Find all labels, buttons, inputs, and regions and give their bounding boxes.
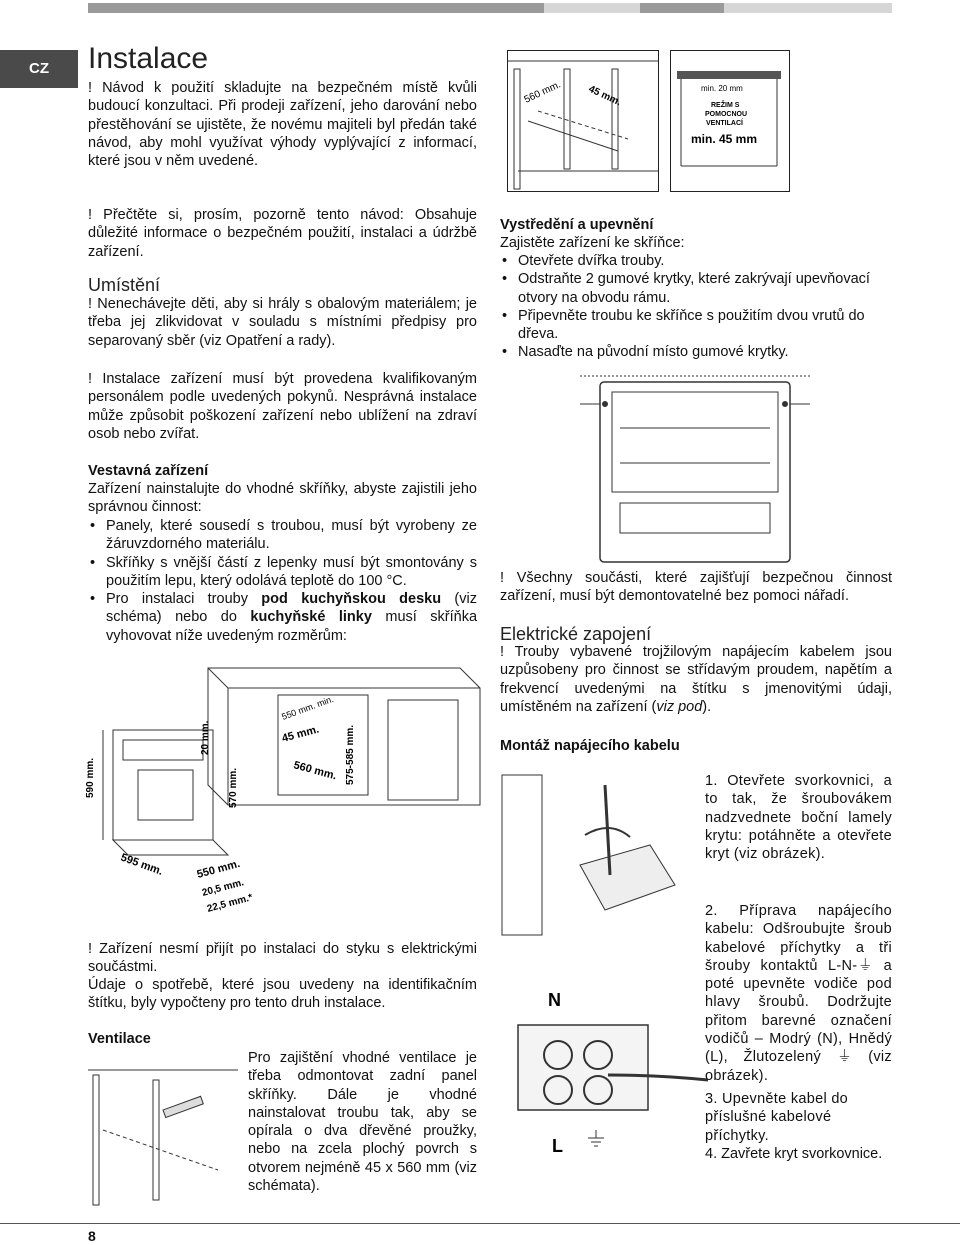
footer-line — [0, 1223, 960, 1224]
umisteni-paragraph-1: ! Nenechávejte děti, aby si hrály s obalovým materiálem; je třeba jej zlikvidovat v souladu s místními předpisy pro separovaný sběr (viz Opatření a rady). — [88, 296, 477, 349]
terminal-wiring-figure — [508, 980, 708, 1160]
elektricke-text-italic: viz pod — [656, 698, 703, 715]
elektricke-text-pre: ! Trouby vybavené trojžilovým napájecím kabelem jsou uzpůsobeny pro činnost se střídavým proudem, napětím a frekvencí uvedenými na štítku s jmenovitými údaji, umístěném na zařízení ( — [500, 644, 892, 715]
dim-590: 590 mm. — [85, 757, 96, 798]
montaz-step-2-c: (viz obrázek). — [705, 1049, 892, 1084]
ventilace-figure — [88, 1050, 238, 1210]
cabinet-drawing — [85, 660, 480, 920]
vent-mode-label-1: REŽIM S — [711, 102, 740, 109]
montaz-step-1: 1. Otevřete svorkovnici, a to tak, že šroubovákem nadzvednete boční lamely krytu: potáhněte a otevřete kryt (viz obrázek). — [705, 773, 892, 863]
parts-warning: ! Všechny součásti, které zajišťují bezpečnou činnost zařízení, musí být demontovatelné bez pomoci nářadí. — [500, 570, 892, 605]
oven-front-figure — [580, 368, 810, 568]
vent-mode-label-3: VENTILACÍ — [706, 120, 743, 127]
vestavna-item3-bold-1: pod kuchyňskou desku — [261, 591, 442, 608]
montaz-step-2 — [705, 902, 892, 1085]
oven-front-drawing — [580, 368, 810, 568]
centering-heading: Vystředění a upevnění — [500, 217, 654, 233]
elektricke-text-post: ). — [702, 698, 712, 715]
centering-item-3: • Připevněte troubu ke skříňce s použitím dvou vrutů do dřeva. — [500, 307, 900, 344]
vestavna-item-3 — [88, 590, 477, 645]
header-bar — [88, 3, 892, 13]
terminal-label-l: L — [552, 1136, 563, 1156]
vestavna-item3-pre: Pro instalaci trouby — [106, 591, 262, 608]
vestavna-item-2: • Skříňky s vnější částí z lepenky musí být smontovány s použitím lepu, který odolává teplotě do 100 °C. — [88, 554, 477, 591]
consumption-note: Údaje o spotřebě, které jsou uvedeny na identifikačním štítku, byly vypočteny pro tento druh instalace. — [88, 977, 477, 1012]
dim-22-5: 22,5 mm.* — [205, 892, 254, 915]
page-number: 8 — [88, 1228, 96, 1244]
read-instructions-paragraph: ! Přečtěte si, prosím, pozorně tento návod: Obsahuje důležité informace o bezpečném použití, instalaci a údržbě zařízení. — [88, 207, 477, 260]
centering-intro: Zajistěte zařízení ke skříňce: — [500, 235, 685, 251]
dim-575-585: 575-585 mm. — [345, 724, 356, 785]
umisteni-paragraph-2: ! Instalace zařízení musí být provedena kvalifikovaným personálem podle uvedených pokynů. Nesprávná instalace může způsobit poškození zařízení nebo ublížení na zdraví osob nebo zvířat. — [88, 371, 477, 442]
umisteni-heading: Umístění — [88, 275, 161, 295]
dim-595: 595 mm. — [118, 851, 165, 878]
elektricke-text — [500, 643, 892, 716]
montaz-step-2-b: a poté upevněte vodiče pod hlavy šroubů. Dodržujte přitom barevné označení vodičů – Modrý (N), Hnědý (L), Žlutozelený — [705, 957, 892, 1066]
electric-contact-warning: ! Zařízení nesmí přijít po instalaci do styku s elektrickými součástmi. — [88, 941, 477, 976]
dim-560: 560 mm. — [292, 759, 338, 783]
dim-570: 570 mm. — [228, 767, 239, 808]
terminal-cover-drawing — [500, 765, 700, 940]
centering-list — [500, 252, 900, 362]
vent-min20-label: min. 20 mm — [701, 84, 743, 93]
ventilace-heading: Ventilace — [88, 1031, 151, 1047]
vent-cabinet-figure — [507, 50, 659, 192]
elektricke-heading: Elektrické zapojení — [500, 624, 652, 644]
montaz-step-2-a: 2. Příprava napájecího kabelu: Odšroubujte šroub kabelové příchytky a tři šrouby kontaktů L-N- — [705, 903, 892, 974]
vent-label-45: 45 mm. — [586, 83, 623, 109]
dim-550-min: 550 mm. min. — [280, 693, 335, 722]
montaz-step-4: 4. Zavřete kryt svorkovnice. — [705, 1146, 883, 1162]
vent-cabinet-drawing — [508, 51, 658, 191]
ventilation-mode-figure — [670, 50, 790, 192]
ventilace-drawing — [88, 1050, 238, 1210]
vestavna-item3-mid: (viz schéma) nebo do — [106, 591, 477, 626]
terminal-wiring-drawing — [508, 980, 708, 1160]
ground-symbol-icon: ⏚ — [837, 1049, 853, 1066]
ventilace-text: Pro zajištění vhodné ventilace je třeba odmontovat zadní panel skříňky. Dále je vhodné nainstalovat troubu tak, aby se opírala o dva dřevěné proužky, nebo na zcela plochý povrch s otvorem nejméně 45 x 560 mm (viz schémata). — [248, 1050, 477, 1195]
vent-min45-label: min. 45 mm — [691, 132, 758, 146]
vestavna-heading: Vestavná zařízení — [88, 463, 209, 479]
intro-paragraph: ! Návod k použití skladujte na bezpečném místě kvůli budoucí konzultaci. Při prodeji zařízení, jeho darování nebo přestěhování se ujistěte, že novému majiteli byl předán také návod, aby mohl využívat výhody vyplývající z informací, které jsou v něm uvedené. — [88, 80, 477, 170]
ground-symbol-icon: ⏚ — [857, 957, 873, 974]
vestavna-item3-bold-2: kuchyňské linky — [250, 609, 372, 626]
language-badge: CZ — [0, 50, 78, 88]
terminal-label-n: N — [548, 990, 561, 1010]
dim-20-5: 20,5 mm. — [200, 877, 246, 899]
centering-item-1: • Otevřete dvířka trouby. — [500, 252, 900, 270]
centering-item-2: • Odstraňte 2 gumové krytky, které zakrývají upevňovací otvory na obvodu rámu. — [500, 270, 900, 307]
vestavna-item-1: • Panely, které sousedí s troubou, musí být vyrobeny ze žáruvzdorného materiálu. — [88, 517, 477, 554]
terminal-cover-figure — [500, 765, 700, 940]
vestavna-list — [88, 517, 477, 645]
montaz-step-3: 3. Upevněte kabel do příslušné kabelové příchytky. — [705, 1091, 849, 1144]
centering-item-4: • Nasaďte na původní místo gumové krytky. — [500, 343, 900, 361]
vent-label-560: 560 mm. — [522, 79, 563, 106]
dim-550: 550 mm. — [195, 857, 242, 881]
dim-20: 20 mm. — [200, 720, 211, 755]
vestavna-item3-post: musí skříňka vyhovovat níže uvedeným rozměrům: — [106, 609, 478, 644]
montaz-heading: Montáž napájecího kabelu — [500, 738, 680, 754]
vestavna-intro: Zařízení nainstalujte do vhodné skříňky, abyste zajistili jeho správnou činnost: — [88, 481, 477, 516]
dim-45: 45 mm. — [280, 723, 321, 745]
page-title: Instalace — [88, 42, 209, 75]
vent-mode-label-2: POMOCNOU — [705, 111, 747, 118]
cabinet-dimensions-figure — [85, 660, 480, 920]
ventilation-mode-drawing — [671, 51, 789, 191]
